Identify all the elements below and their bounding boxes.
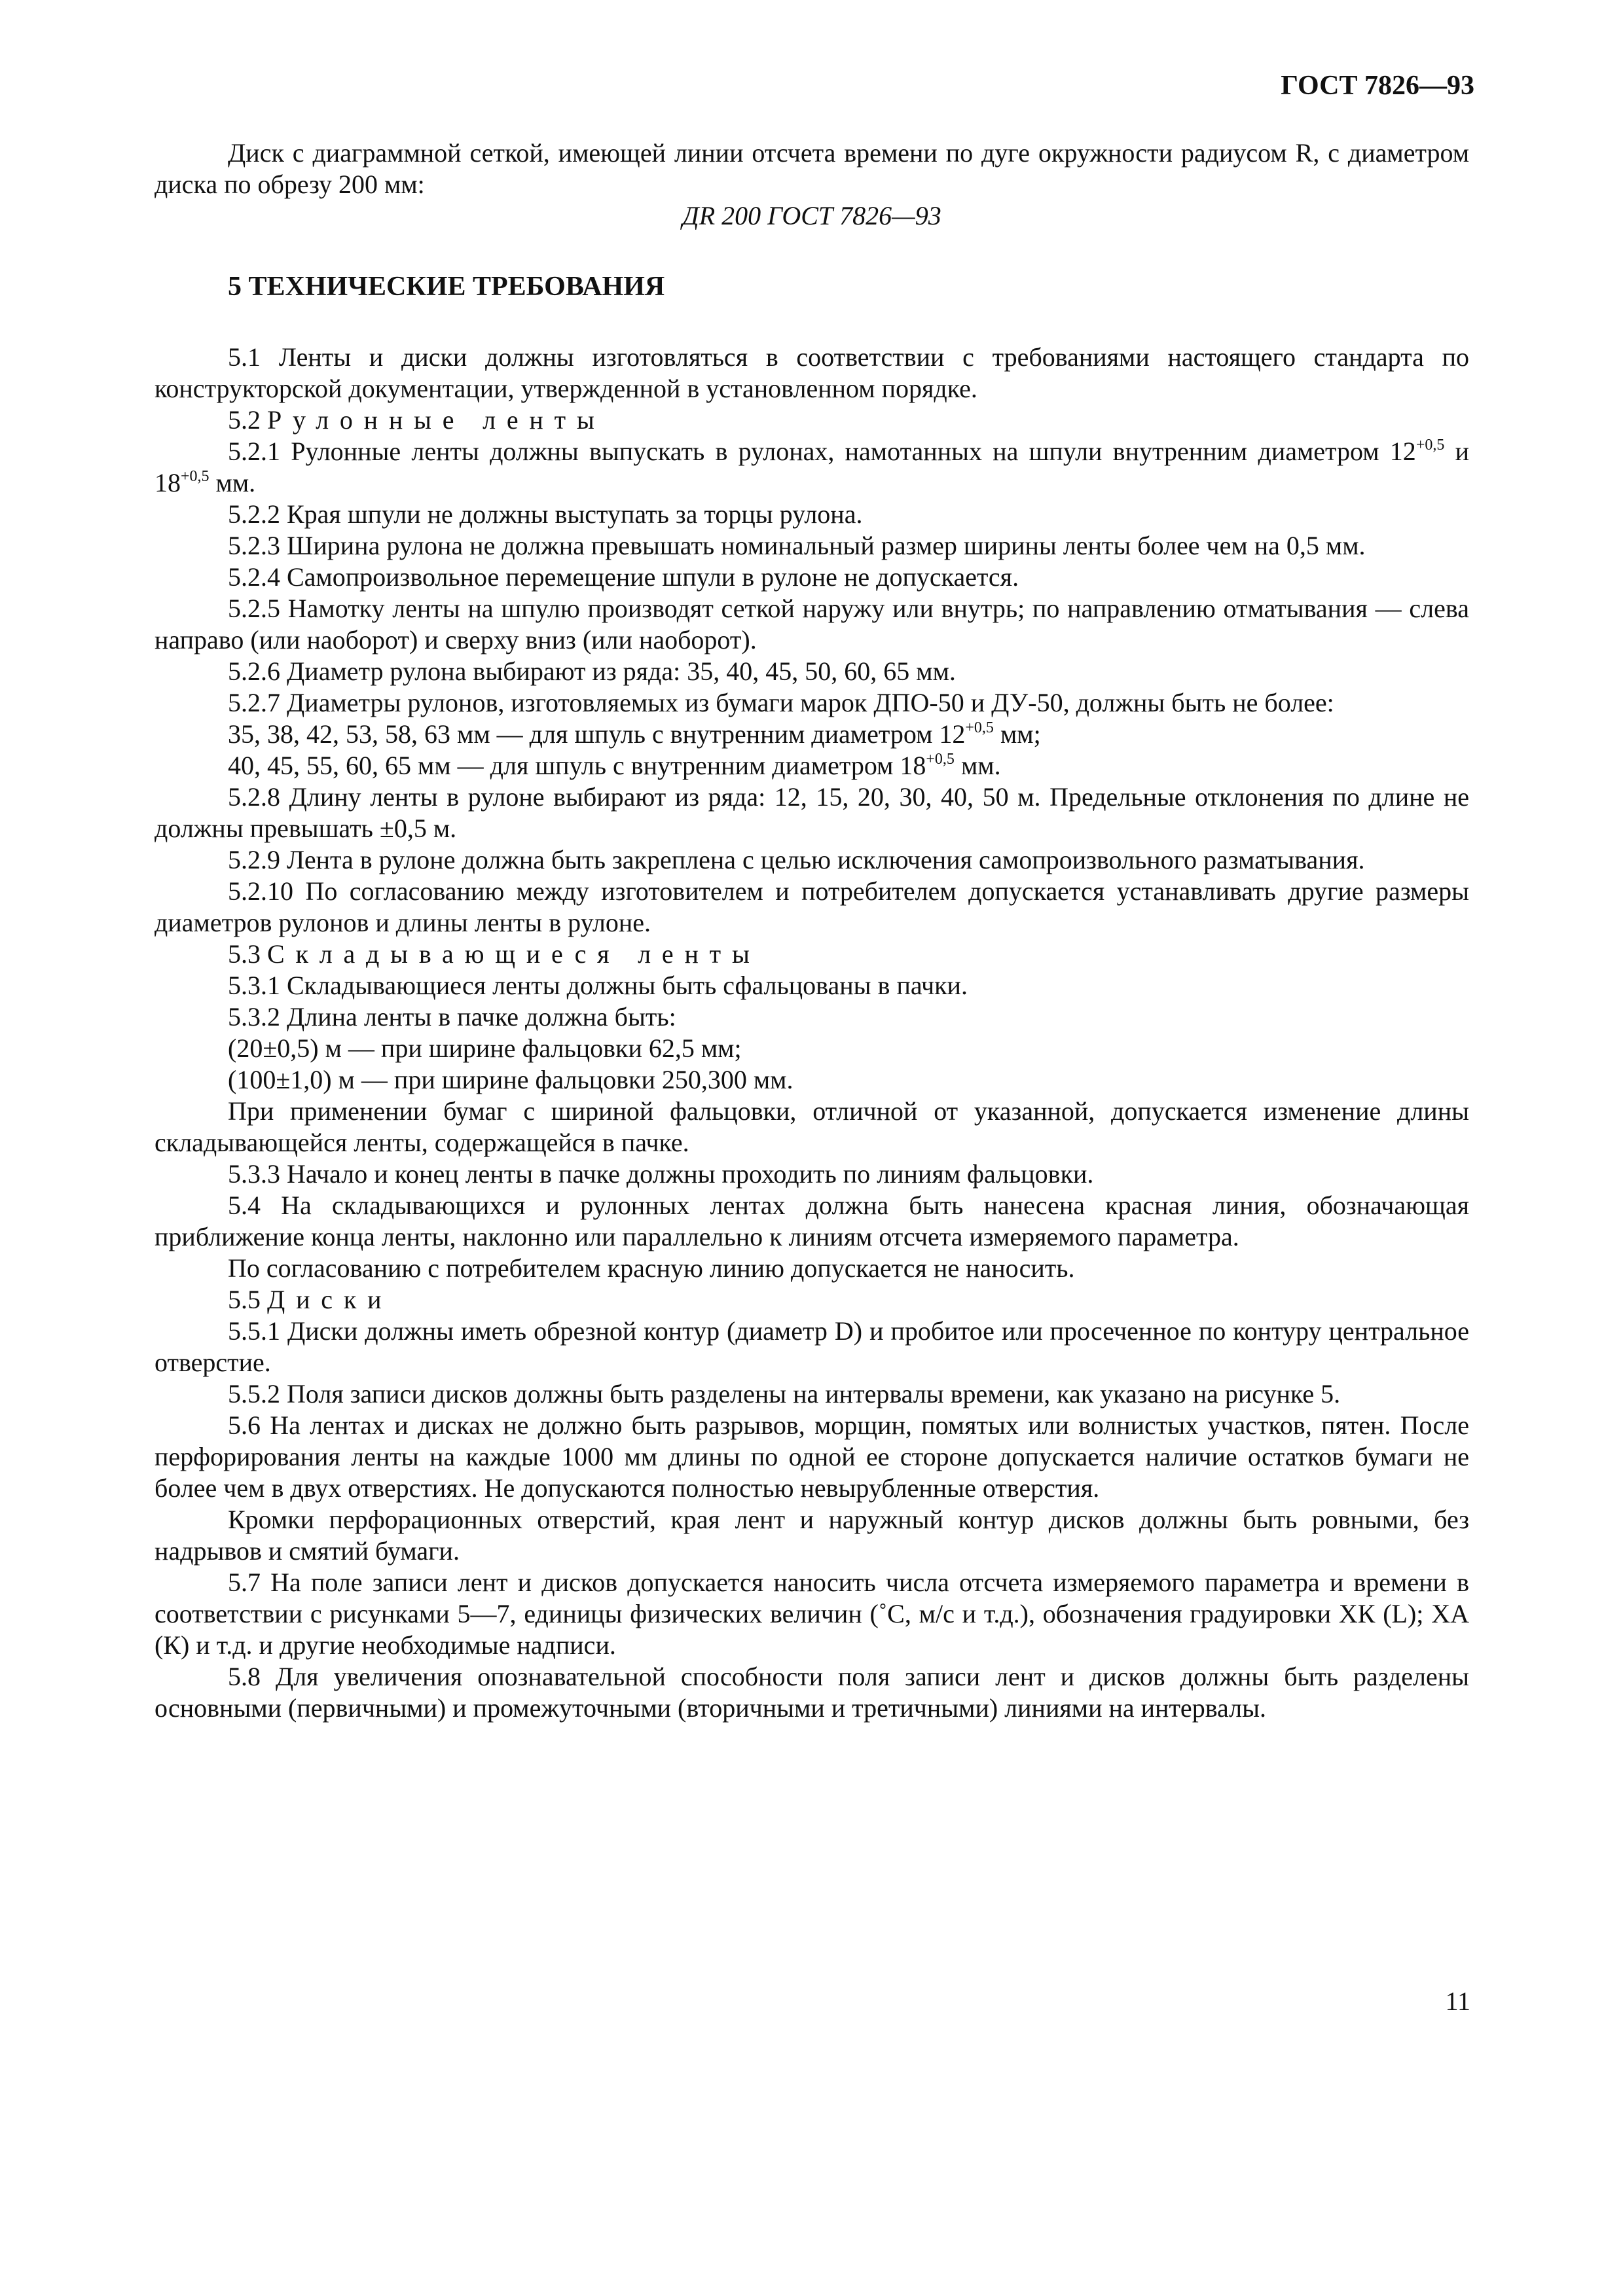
page-content: [155, 137, 1469, 1724]
paragraph-5-4: 5.4 На складывающихся и рулонных лентах должна быть нанесена красная линия, обозначающая приближение конца ленты, наклонно или параллельно к линиям отсчета измеряемого параметра.: [155, 1191, 1469, 1251]
subsection-title: Складывающиеся ленты: [267, 939, 761, 969]
disk-designation: ДR 200 ГОСТ 7826—93: [682, 201, 941, 230]
subsection-number: 5.3: [228, 939, 261, 969]
document-code-header: ГОСТ 7826—93: [1281, 71, 1474, 101]
paragraph-5-2-1: 5.2.1 Рулонные ленты должны выпускать в рулонах, намотанных на шпули внутренним диаметром $12^{+0,5}$ и $18^{+0,5}$ мм.: [155, 437, 1470, 497]
subsection-number: 5.5: [228, 1285, 261, 1314]
subsection-heading-5-3: [155, 939, 1469, 970]
paragraph-5-7: 5.7 На поле записи лент и дисков допускается наносить числа отсчета измеряемого параметра и времени в соответствии с рисунками 5—7, единицы физических величин (˚С, м/с и т.д.), обозначения градуировки ХК (L); ХА (К) и т.д. и другие необходимые надписи.: [155, 1568, 1469, 1660]
paragraph-5-3-2-note: При применении бумаг с шириной фальцовки, отличной от указанной, допускается изменение длины складывающейся ленты, содержащейся в пачке.: [155, 1096, 1469, 1157]
section-title: 5 ТЕХНИЧЕСКИЕ ТРЕБОВАНИЯ: [228, 272, 665, 302]
paragraph-5-3-1: 5.3.1 Складывающиеся ленты должны быть сфальцованы в пачки.: [228, 971, 968, 1000]
paragraph-5-2-7: 5.2.7 Диаметры рулонов, изготовляемых из бумаги марок ДПО-50 и ДУ-50, должны быть не более:: [228, 688, 1334, 717]
list-item: 40, 45, 55, 60, 65 мм — для шпуль с внутренним диаметром $18^{+0,5}$ мм.: [228, 751, 1001, 780]
list-item: (100±1,0) м — при ширине фальцовки 250,300 мм.: [228, 1065, 793, 1094]
paragraph-5-8: 5.8 Для увеличения опознавательной способности поля записи лент и дисков должны быть разделены основными (первичными) и промежуточными (вторичными и третичными) линиями на интервалы.: [155, 1662, 1469, 1723]
paragraph-5-2-2: 5.2.2 Края шпули не должны выступать за торцы рулона.: [228, 499, 863, 529]
paragraph-5-2-10: 5.2.10 По согласованию между изготовителем и потребителем допускается устанавливать другие размеры диаметров рулонов и длины ленты в рулоне.: [155, 876, 1469, 937]
subsection-heading-5-5: [155, 1284, 1469, 1316]
list-item: (20±0,5) м — при ширине фальцовки 62,5 мм;: [228, 1033, 742, 1063]
paragraph-5-3-2: 5.3.2 Длина ленты в пачке должна быть:: [228, 1002, 676, 1031]
subsection-heading-5-2: [155, 404, 1469, 436]
paragraph-5-1: 5.1 Ленты и диски должны изготовляться в соответствии с требованиями настоящего стандарта по конструкторской документации, утвержденной в установленном порядке.: [155, 342, 1469, 403]
subsection-number: 5.2: [228, 405, 261, 435]
paragraph-5-2-4: 5.2.4 Самопроизвольное перемещение шпули в рулоне не допускается.: [228, 562, 1019, 592]
paragraph-5-2-3: 5.2.3 Ширина рулона не должна превышать номинальный размер ширины ленты более чем на 0,5 мм.: [228, 531, 1366, 560]
paragraph-5-4-note: По согласованию с потребителем красную линию допускается не наносить.: [228, 1253, 1075, 1283]
page-number: 11: [1445, 1986, 1470, 2016]
list-item: 35, 38, 42, 53, 58, 63 мм — для шпуль с внутренним диаметром $12^{+0,5}$ мм;: [228, 719, 1041, 749]
paragraph-5-2-6: 5.2.6 Диаметр рулона выбирают из ряда: 35, 40, 45, 50, 60, 65 мм.: [228, 656, 956, 686]
paragraph-5-3-3: 5.3.3 Начало и конец ленты в пачке должны проходить по линиям фальцовки.: [228, 1159, 1094, 1189]
paragraph-5-6-note: Кромки перфорационных отверстий, края лент и наружный контур дисков должны быть ровными, без надрывов и смятий бумаги.: [155, 1505, 1469, 1566]
intro-paragraph: Диск с диаграммной сеткой, имеющей линии отсчета времени по дуге окружности радиусом R, с диаметром диска по обрезу 200 мм:: [155, 138, 1470, 199]
paragraph-5-6: 5.6 На лентах и дисках не должно быть разрывов, морщин, помятых или волнистых участков, пятен. После перфорирования ленты на каждые 1000 мм длины по одной ее стороне допускается наличие остатков бумаги не более чем в двух отверстиях. Не допускаются полностью невырубленные отверстия.: [155, 1410, 1469, 1503]
paragraph-5-2-9: 5.2.9 Лента в рулоне должна быть закреплена с целью исключения самопроизвольного разматывания.: [228, 845, 1365, 874]
paragraph-5-2-8: 5.2.8 Длину ленты в рулоне выбирают из ряда: 12, 15, 20, 30, 40, 50 м. Предельные отклонения по длине не должны превышать ±0,5 м.: [155, 782, 1469, 843]
paragraph-5-5-1: 5.5.1 Диски должны иметь обрезной контур (диаметр D) и пробитое или просеченное по контуру центральное отверстие.: [155, 1316, 1469, 1377]
paragraph-5-5-2: 5.5.2 Поля записи дисков должны быть разделены на интервалы времени, как указано на рисунке 5.: [228, 1379, 1341, 1408]
paragraph-5-2-5: 5.2.5 Намотку ленты на шпулю производят сеткой наружу или внутрь; по направлению отматывания — слева направо (или наоборот) и сверху вниз (или наоборот).: [155, 594, 1469, 655]
subsection-title: Рулонные ленты: [267, 405, 606, 435]
subsection-title: Диски: [267, 1285, 393, 1314]
